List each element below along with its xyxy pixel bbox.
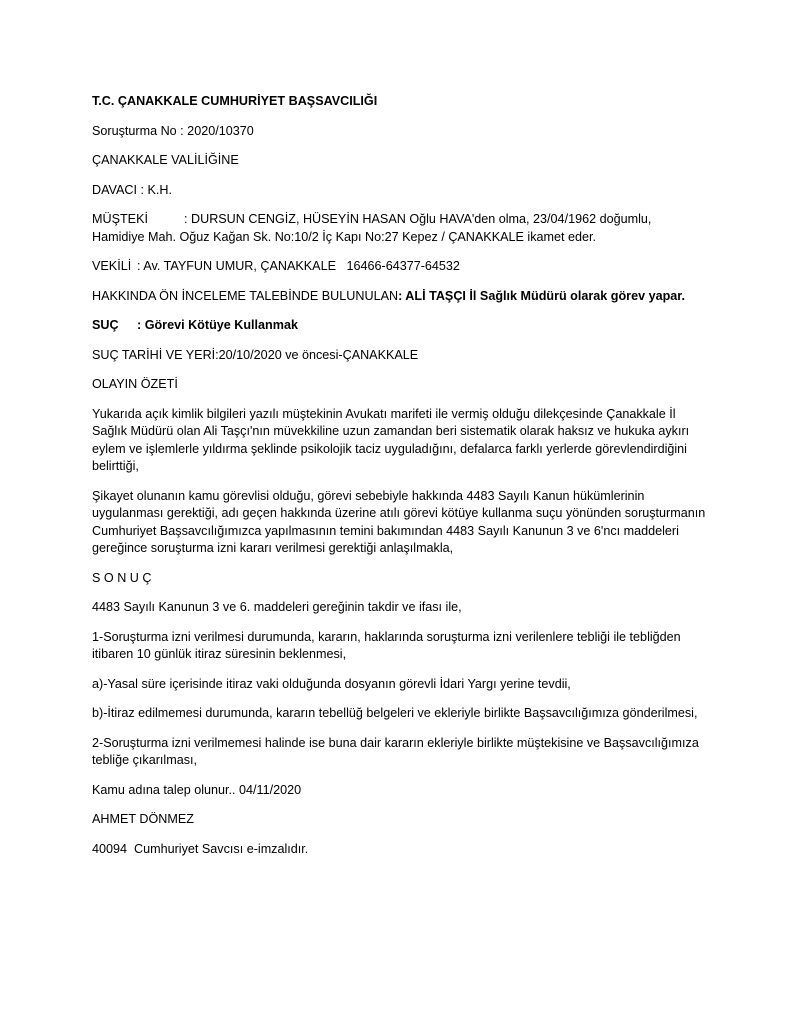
complainant-label: MÜŞTEKİ	[92, 212, 148, 226]
crime-label: SUÇ	[92, 318, 119, 332]
document-body	[92, 93, 707, 870]
signatory-name: AHMET DÖNMEZ	[92, 812, 194, 826]
conclusion-item-1a: a)-Yasal süre içerisinde itiraz vaki olduğunda dosyanın görevli İdari Yargı yerine tevdii,	[92, 676, 571, 691]
subject-person: : ALİ TAŞÇI İl Sağlık Müdürü olarak görev yapar.	[398, 288, 685, 303]
crime-date-place: SUÇ TARİHİ VE YERİ:20/10/2020 ve öncesi-ÇANAKKALE	[92, 347, 419, 362]
attorney-label: VEKİLİ	[92, 259, 132, 273]
institution-heading: T.C. ÇANAKKALE CUMHURİYET BAŞSAVCILIĞI	[92, 94, 378, 108]
attorney-value: : Av. TAYFUN UMUR, ÇANAKKALE 16466-64377-64532	[137, 259, 460, 273]
addressee: ÇANAKKALE VALİLİĞİNE	[92, 153, 239, 167]
summary-paragraph-1: Yukarıda açık kimlik bilgileri yazılı müştekinin Avukatı marifeti ile vermiş olduğu dilekçesinde Çanakkale İl Sağlık Müdürü olan Ali Taşçı'nın müvekkiline uzun zamandan beri sistematik olarak haksız ve hukuka aykırı eylem ve işlemlerle yıldırma şeklinde psikolojik taciz uyguladığını, defalarca farklı yerlerde görevlendirdiğini belirttiği,	[92, 406, 690, 473]
conclusion-item-1b: b)-İtiraz edilmemesi durumunda, kararın tebellüğ belgeleri ve ekleriyle birlikte Başsavcılığımıza gönderilmesi,	[92, 706, 698, 720]
complainant-value: : DURSUN CENGİZ, HÜSEYİN HASAN Oğlu HAVA'den olma, 23/04/1962 doğumlu, Hamidiye Mah. Oğuz Kağan Sk. No:10/2 İç Kapı No:27 Kepez / ÇANAKKALE ikamet eder.	[92, 212, 652, 244]
crime-line	[92, 317, 707, 335]
conclusion-item-1: 1-Soruşturma izni verilmesi durumunda, kararın, haklarında soruşturma izni verilenlere tebliği ile tebliğden itibaren 10 günlük itiraz süresinin beklenmesi,	[92, 629, 681, 661]
signatory-title: 40094 Cumhuriyet Savcısı e-imzalıdır.	[92, 841, 309, 856]
subject-prefix: HAKKINDA ÖN İNCELEME TALEBİNDE BULUNULAN	[92, 288, 399, 303]
investigation-number: Soruşturma No : 2020/10370	[92, 123, 254, 138]
crime-value: : Görevi Kötüye Kullanmak	[137, 318, 298, 332]
conclusion-item-2: 2-Soruşturma izni verilmemesi halinde ise buna dair kararın ekleriyle birlikte müştekisine ve Başsavcılığımıza tebliğe çıkarılması,	[92, 735, 699, 767]
closing-line: Kamu adına talep olunur.. 04/11/2020	[92, 782, 302, 797]
summary-paragraph-2: Şikayet olunanın kamu görevlisi olduğu, görevi sebebiyle hakkında 4483 Sayılı Kanun hükümlerinin uygulanması gerektiği, adı geçen hakkında üzerine atılı görevi kötüye kullanma suçu yönünden soruşturmanın Cumhuriyet Başsavcılığımızca yapılmasının temini bakımından 4483 Sayılı Kanunun 3 ve 6'ncı maddeleri gereğince soruşturma izni kararı verilmesi gerektiği anlaşılmakla,	[92, 488, 706, 555]
complainant-block	[92, 211, 707, 246]
conclusion-intro: 4483 Sayılı Kanunun 3 ve 6. maddeleri gereğinin takdir ve ifası ile,	[92, 600, 462, 614]
summary-heading: OLAYIN ÖZETİ	[92, 377, 178, 391]
plaintiff-line: DAVACI : K.H.	[92, 182, 173, 197]
subject-line	[92, 288, 707, 306]
attorney-line	[92, 258, 707, 276]
conclusion-heading: S O N U Ç	[92, 570, 152, 585]
